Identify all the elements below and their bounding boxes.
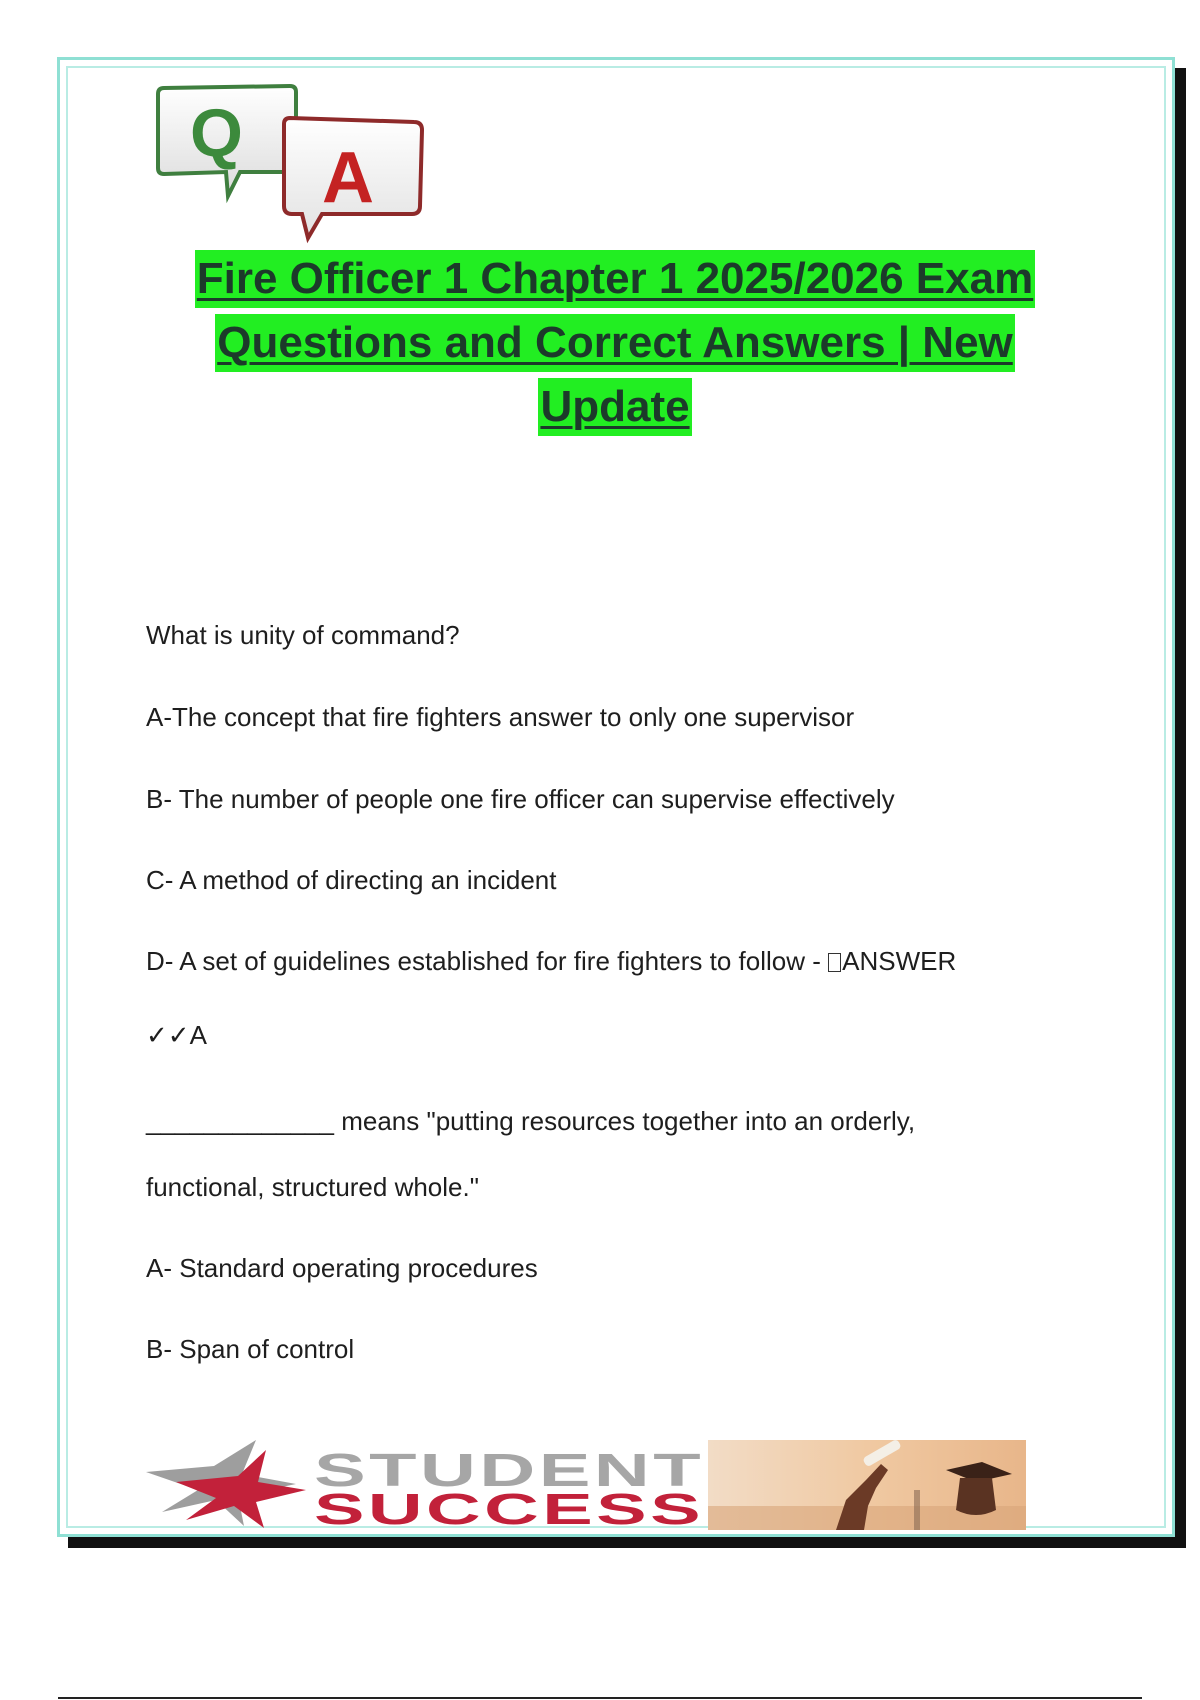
answer-label: ANSWER bbox=[842, 946, 957, 976]
question-1-option-a: A-The concept that fire fighters answer to only one supervisor bbox=[146, 702, 855, 732]
missing-glyph-box-icon bbox=[828, 953, 841, 972]
page-bottom-rule bbox=[58, 1697, 1142, 1699]
question-1-option-c: C- A method of directing an incident bbox=[146, 865, 557, 895]
a-letter: A bbox=[322, 138, 374, 218]
brand-line-student: STUDENT bbox=[314, 1444, 704, 1496]
question-1-option-d-text: D- A set of guidelines established for fire fighters to follow - bbox=[146, 946, 829, 976]
document-title bbox=[140, 250, 1090, 442]
brand-line-success: SUCCESS bbox=[314, 1485, 704, 1530]
student-success-logo bbox=[146, 1440, 1026, 1530]
question-2-option-b: B- Span of control bbox=[146, 1334, 355, 1364]
question-1-prompt: What is unity of command? bbox=[146, 620, 460, 650]
qa-logo bbox=[150, 84, 430, 254]
title-line-2: Questions and Correct Answers | New bbox=[215, 314, 1015, 372]
question-1-answer: ✓✓A bbox=[146, 1020, 207, 1050]
title-line-1: Fire Officer 1 Chapter 1 2025/2026 Exam bbox=[195, 250, 1035, 308]
question-1-option-d bbox=[146, 946, 956, 977]
q-letter: Q bbox=[190, 95, 243, 171]
title-line-3: Update bbox=[538, 378, 691, 436]
question-2-prompt-line-2: functional, structured whole." bbox=[146, 1172, 479, 1202]
question-2-prompt-line-1: _____________ means "putting resources together into an orderly, bbox=[146, 1106, 916, 1136]
question-2-option-a: A- Standard operating procedures bbox=[146, 1253, 538, 1283]
question-1-option-b: B- The number of people one fire officer can supervise effectively bbox=[146, 784, 895, 814]
